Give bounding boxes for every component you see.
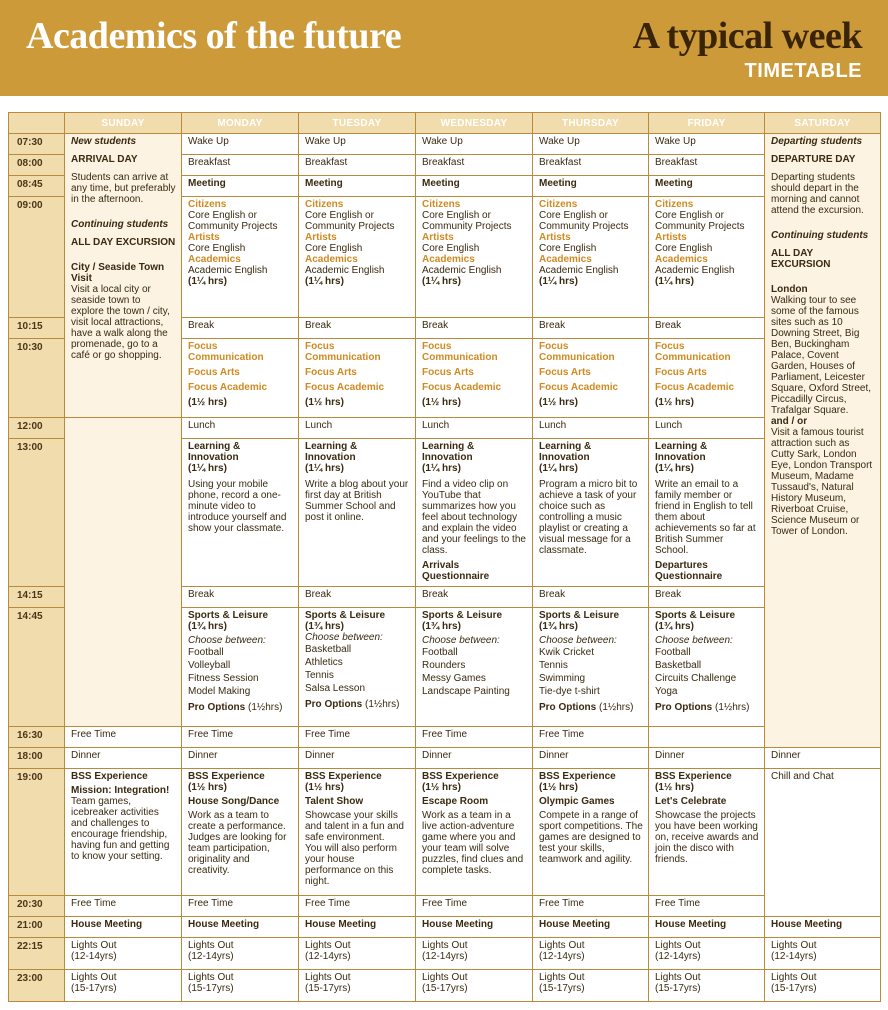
- time-label: 14:15: [9, 587, 65, 608]
- lights-out-senior: Lights Out (15-17yrs): [533, 970, 649, 1002]
- breakfast: Breakfast: [182, 155, 299, 176]
- saturday-chill-chat: Chill and Chat: [765, 769, 881, 917]
- time-label: 07:30: [9, 134, 65, 155]
- learning-wednesday: Learning & Innovation (1¼ hrs) Find a video clip on YouTube that summarizes how you feel about technology and explain the video and your feelings to the class. Arrivals Questionnaire: [416, 439, 533, 587]
- bss-thursday: BSS Experience (1½ hrs) Olympic Games Compete in a range of sport competitions. The games are designed to test your skills, teamwork and agility.: [533, 769, 649, 896]
- lights-out-senior: Lights Out (15-17yrs): [649, 970, 765, 1002]
- day-header-monday: MONDAY: [182, 113, 299, 134]
- saturday-continuing: Continuing students: [771, 230, 869, 241]
- house-meeting: House Meeting: [299, 917, 416, 938]
- meeting: Meeting: [533, 176, 649, 197]
- time-label: 10:30: [9, 339, 65, 418]
- sunday-morning-cell: [65, 134, 182, 418]
- row-1800: [9, 748, 881, 769]
- breakfast: Breakfast: [649, 155, 765, 176]
- saturday-day-cell: [765, 134, 881, 748]
- break: Break: [649, 318, 765, 339]
- time-label: 16:30: [9, 727, 65, 748]
- dinner: Dinner: [299, 748, 416, 769]
- time-label: 20:30: [9, 896, 65, 917]
- lunch: Lunch: [533, 418, 649, 439]
- day-header-saturday: SATURDAY: [765, 113, 881, 134]
- lunch: Lunch: [299, 418, 416, 439]
- break: Break: [182, 587, 299, 608]
- bss-sunday: BSS Experience Mission: Integration! Team games, icebreaker activities and challenges to encourage friendship, having fun and getting to know your setting.: [65, 769, 182, 896]
- house-meeting: House Meeting: [649, 917, 765, 938]
- wake-up: Wake Up: [182, 134, 299, 155]
- row-1630: [9, 727, 881, 748]
- time-label: 12:00: [9, 418, 65, 439]
- focus-session-thursday: Focus Communication Focus Arts Focus Academic (1½ hrs): [533, 339, 649, 418]
- time-label: 08:00: [9, 155, 65, 176]
- lunch: Lunch: [182, 418, 299, 439]
- breakfast: Breakfast: [416, 155, 533, 176]
- corner-cell: [9, 113, 65, 134]
- meeting: Meeting: [299, 176, 416, 197]
- time-label: 23:00: [9, 970, 65, 1002]
- lights-out-senior: Lights Out (15-17yrs): [765, 970, 881, 1002]
- page-subtitle: TIMETABLE: [744, 60, 862, 82]
- free-time: Free Time: [65, 896, 182, 917]
- free-time: Free Time: [416, 727, 533, 748]
- time-label: 13:00: [9, 439, 65, 587]
- meeting: Meeting: [649, 176, 765, 197]
- dinner: Dinner: [649, 748, 765, 769]
- house-meeting: House Meeting: [533, 917, 649, 938]
- sunday-arrival-day: ARRIVAL DAY: [71, 154, 138, 165]
- row-2100: [9, 917, 881, 938]
- lights-out-junior: Lights Out (12-14yrs): [416, 938, 533, 970]
- free-time: Free Time: [182, 727, 299, 748]
- bss-friday: BSS Experience (1½ hrs) Let's Celebrate Showcase the projects you have been working on, receive awards and join the disco with friends.: [649, 769, 765, 896]
- sports-tuesday: Sports & Leisure (1¾ hrs) Choose between: Basketball Athletics Tennis Salsa Lesson Pro Options (1½hrs): [299, 608, 416, 727]
- break: Break: [299, 318, 416, 339]
- sunday-city-text: Visit a local city or seaside town to explore the town / city, visit local attractions, have a walk along the promenade, go to a café or go shopping.: [71, 284, 170, 361]
- dinner: Dinner: [533, 748, 649, 769]
- time-label: 08:45: [9, 176, 65, 197]
- house-meeting: House Meeting: [182, 917, 299, 938]
- page-title: Academics of the future: [26, 15, 402, 57]
- bss-wednesday: BSS Experience (1½ hrs) Escape Room Work as a team in a live action-adventure game where you and your team will solve puzzles, find clues and complete tasks.: [416, 769, 533, 896]
- learning-monday: Learning & Innovation (1¼ hrs) Using your mobile phone, record a one-minute video to introduce yourself and show your classmate.: [182, 439, 299, 587]
- dinner: Dinner: [416, 748, 533, 769]
- wake-up: Wake Up: [416, 134, 533, 155]
- free-time: Free Time: [182, 896, 299, 917]
- sunday-afternoon-cell: [65, 418, 182, 727]
- breakfast: Breakfast: [299, 155, 416, 176]
- time-label: 22:15: [9, 938, 65, 970]
- break: Break: [533, 318, 649, 339]
- sunday-all-day: ALL DAY EXCURSION: [71, 237, 176, 248]
- bss-monday: BSS Experience (1½ hrs) House Song/Dance Work as a team to create a performance. Judges are looking for team participation, originality and creativity.: [182, 769, 299, 896]
- break: Break: [416, 587, 533, 608]
- row-0730: [9, 134, 881, 155]
- sunday-continuing: Continuing students: [71, 219, 169, 230]
- day-header-thursday: THURSDAY: [533, 113, 649, 134]
- wake-up: Wake Up: [533, 134, 649, 155]
- day-header-friday: FRIDAY: [649, 113, 765, 134]
- morning-session-wednesday: Citizens Core English or Community Projects Artists Core English Academics Academic English (1¼ hrs): [416, 197, 533, 318]
- saturday-all-day: ALL DAY EXCURSION: [771, 248, 831, 270]
- lights-out-junior: Lights Out (12-14yrs): [533, 938, 649, 970]
- page-header: [0, 0, 888, 96]
- break: Break: [182, 318, 299, 339]
- lights-out-senior: Lights Out (15-17yrs): [65, 970, 182, 1002]
- lights-out-senior: Lights Out (15-17yrs): [416, 970, 533, 1002]
- row-1900: [9, 769, 881, 896]
- sunday-arrival-text: Students can arrive at any time, but preferably in the afternoon.: [71, 172, 176, 205]
- day-header-tuesday: TUESDAY: [299, 113, 416, 134]
- lights-out-junior: Lights Out (12-14yrs): [299, 938, 416, 970]
- dinner: Dinner: [765, 748, 881, 769]
- meeting: Meeting: [182, 176, 299, 197]
- time-label: 10:15: [9, 318, 65, 339]
- morning-session-friday: Citizens Core English or Community Projects Artists Core English Academics Academic English (1¼ hrs): [649, 197, 765, 318]
- sports-monday: Sports & Leisure (1¾ hrs) Choose between: Football Volleyball Fitness Session Model Making Pro Options (1½hrs): [182, 608, 299, 727]
- break: Break: [533, 587, 649, 608]
- row-2030: [9, 896, 881, 917]
- lights-out-senior: Lights Out (15-17yrs): [299, 970, 416, 1002]
- dinner: Dinner: [65, 748, 182, 769]
- free-time: Free Time: [416, 896, 533, 917]
- bss-tuesday: BSS Experience (1½ hrs) Talent Show Showcase your skills and talent in a fun and safe environment. You will also perform your house performance on this night.: [299, 769, 416, 896]
- learning-tuesday: Learning & Innovation (1¼ hrs) Write a blog about your first day at British Summer School and post it online.: [299, 439, 416, 587]
- row-1200: [9, 418, 881, 439]
- free-time: Free Time: [299, 896, 416, 917]
- sunday-new-students: New students: [71, 136, 137, 147]
- wake-up: Wake Up: [299, 134, 416, 155]
- dinner: Dinner: [182, 748, 299, 769]
- time-label: 18:00: [9, 748, 65, 769]
- time-label: 19:00: [9, 769, 65, 896]
- page-title-right: A typical week: [632, 15, 862, 57]
- time-label: 09:00: [9, 197, 65, 318]
- break: Break: [416, 318, 533, 339]
- day-header-wednesday: WEDNESDAY: [416, 113, 533, 134]
- lights-out-junior: Lights Out (12-14yrs): [182, 938, 299, 970]
- breakfast: Breakfast: [533, 155, 649, 176]
- saturday-london-text: Walking tour to see some of the famous sites such as 10 Downing Street, Big Ben, Buckingham Palace, Covent Garden, Houses of Parliament, Leicester Square, Oxford Street, Piccadilly Circus, Trafalgar Square.: [771, 295, 872, 416]
- break: Break: [299, 587, 416, 608]
- saturday-tourist-text: Visit a famous tourist attraction such as Cutty Sark, London Eye, London Transport Museum, Madame Tussaud's, Natural History Museum, Riverboat Cruise, Science Museum or Tower of London.: [771, 427, 873, 537]
- lights-out-junior: Lights Out (12-14yrs): [649, 938, 765, 970]
- row-2215: [9, 938, 881, 970]
- morning-session-tuesday: Citizens Core English or Community Projects Artists Core English Academics Academic English (1¼ hrs): [299, 197, 416, 318]
- focus-session-friday: Focus Communication Focus Arts Focus Academic (1½ hrs): [649, 339, 765, 418]
- free-time: Free Time: [649, 896, 765, 917]
- saturday-departure-day: DEPARTURE DAY: [771, 154, 856, 165]
- focus-session-wednesday: Focus Communication Focus Arts Focus Academic (1½ hrs): [416, 339, 533, 418]
- break: Break: [649, 587, 765, 608]
- day-header-sunday: SUNDAY: [65, 113, 182, 134]
- lights-out-junior: Lights Out (12-14yrs): [65, 938, 182, 970]
- free-time: Free Time: [65, 727, 182, 748]
- lights-out-senior: Lights Out (15-17yrs): [182, 970, 299, 1002]
- saturday-departure-text: Departing students should depart in the morning and cannot attend the excursion.: [771, 172, 864, 216]
- time-label: 21:00: [9, 917, 65, 938]
- row-2300: [9, 970, 881, 1002]
- sunday-city-title: City / Seaside Town Visit: [71, 262, 165, 284]
- lunch: Lunch: [416, 418, 533, 439]
- saturday-and-or: and / or: [771, 416, 808, 427]
- house-meeting: House Meeting: [765, 917, 881, 938]
- free-time: Free Time: [533, 896, 649, 917]
- sports-thursday: Sports & Leisure (1¾ hrs) Choose between: Kwik Cricket Tennis Swimming Tie-dye t-shirt Pro Options (1½hrs): [533, 608, 649, 727]
- sports-wednesday: Sports & Leisure (1¾ hrs) Choose between: Football Rounders Messy Games Landscape Painting: [416, 608, 533, 727]
- timetable: [8, 112, 881, 1002]
- lights-out-junior: Lights Out (12-14yrs): [765, 938, 881, 970]
- day-header-row: [9, 113, 881, 134]
- morning-session-thursday: Citizens Core English or Community Projects Artists Core English Academics Academic English (1¼ hrs): [533, 197, 649, 318]
- learning-thursday: Learning & Innovation (1¼ hrs) Program a micro bit to achieve a task of your choice such as controlling a music playlist or creating a visual message for a classmate.: [533, 439, 649, 587]
- meeting: Meeting: [416, 176, 533, 197]
- free-time: Free Time: [299, 727, 416, 748]
- lunch: Lunch: [649, 418, 765, 439]
- saturday-departing: Departing students: [771, 136, 863, 147]
- wake-up: Wake Up: [649, 134, 765, 155]
- focus-session-monday: Focus Communication Focus Arts Focus Academic (1½ hrs): [182, 339, 299, 418]
- time-label: 14:45: [9, 608, 65, 727]
- focus-session-tuesday: Focus Communication Focus Arts Focus Academic (1½ hrs): [299, 339, 416, 418]
- saturday-london: London: [771, 284, 808, 295]
- learning-friday: Learning & Innovation (1¼ hrs) Write an email to a family member or friend in English to tell them about achievements so far at British Summer School. Departures Questionnaire: [649, 439, 765, 587]
- free-time: Free Time: [533, 727, 649, 748]
- house-meeting: House Meeting: [65, 917, 182, 938]
- sports-friday: Sports & Leisure (1¾ hrs) Choose between: Football Basketball Circuits Challenge Yoga Pro Options (1½hrs): [649, 608, 765, 727]
- morning-session-monday: Citizens Core English or Community Projects Artists Core English Academics Academic English (1¼ hrs): [182, 197, 299, 318]
- house-meeting: House Meeting: [416, 917, 533, 938]
